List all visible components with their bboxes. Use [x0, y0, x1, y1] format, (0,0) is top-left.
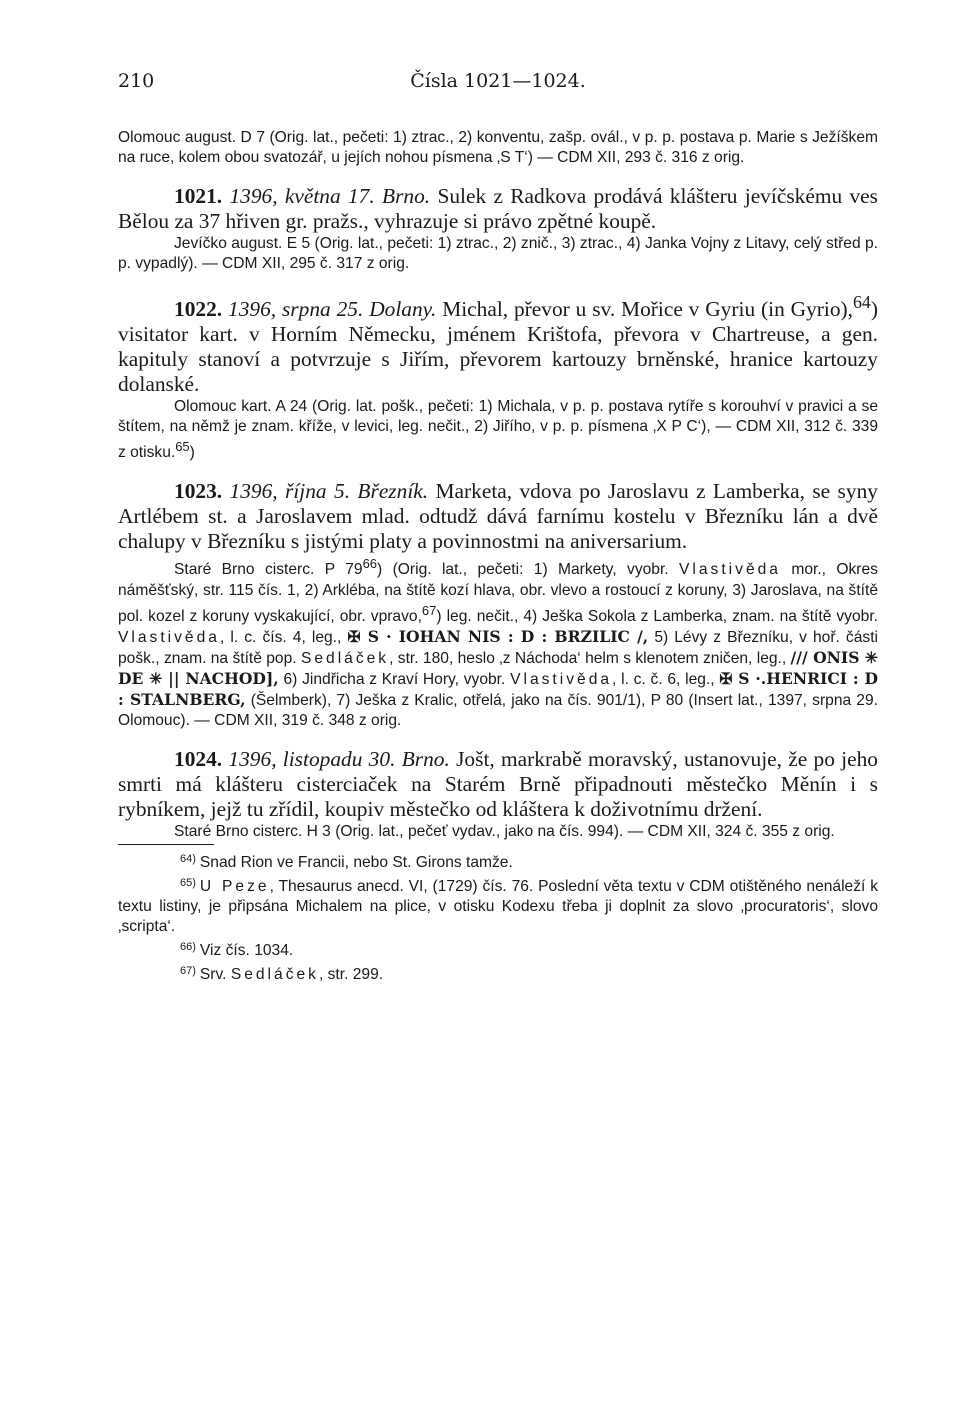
- entry-1024-note: Staré Brno cisterc. H 3 (Orig. lat., pečeť vydav., jako na čís. 994). — CDM XII, 324 č. 355 z orig.: [174, 822, 835, 840]
- footnote-65: [118, 873, 878, 937]
- note-text: Olomouc kart. A 24 (Orig. lat. pošk., pečeti: 1) Michala, v p. p. postava rytíře s korouhví v pravici a se štítem, na němž je znam. kříže, v levici, leg. nečit., 2) Jiřího, v p. p. písmena ‚X P C‘), — CDM XII, 312 č. 339 z otisku.: [118, 398, 878, 462]
- entry-text-cont: ) visitator kart. v Horním Německu, jménem Krištofa, převora v Chartreuse, a gen. kapituly stanoví a potvrzuje s Jiřím, převorem kartouzy brněnské, hranice kartouzy dolanské.: [118, 297, 878, 397]
- footnote-text: Snad Rion ve Francii, nebo St. Girons tamže.: [199, 853, 513, 871]
- note-part: , l. c. č. 6, leg.,: [612, 670, 715, 688]
- note-part: Staré Brno cisterc. P 79: [174, 561, 363, 579]
- footnote-mark: 66): [180, 940, 196, 953]
- entry-1021-note: Jevíčko august. E 5 (Orig. lat., pečeti: 1) ztrac., 2) znič., 3) ztrac., 4) Janka Vojny z Litavy, celý střed p. p. vypadlý). — CDM XII, 295 č. 317 z orig.: [118, 235, 878, 272]
- note-part: , l. c. čís. 4, leg.,: [219, 628, 342, 646]
- footnote-text: , str. 299.: [318, 965, 384, 983]
- entry-1024: [118, 747, 878, 822]
- note-text-end: ): [189, 444, 195, 462]
- note-part: ) (Orig. lat., pečeti: 1) Markety, vyobr.: [377, 561, 669, 579]
- running-header: [118, 70, 878, 104]
- page-number: 210: [118, 70, 155, 92]
- footnote-text: Viz čís. 1034.: [199, 941, 294, 959]
- entry-1022: [118, 290, 878, 397]
- entry-text: Marketa, vdova po Jaroslavu z Lamberka, se syny Artlébem st. a Jaroslavem mlad. odtudž dává farnímu kostelu v Březníku lán a dvě chalupy v Březníku s jistými platy a povinnostmi na aniversarium.: [118, 479, 878, 554]
- seal-legend: ✠ S · IOHAN NIS : D : BRZILIC /,: [347, 626, 649, 646]
- entry-1023-note: [118, 554, 878, 730]
- seal-legend: ✠ S ·.HENRICI : D : STALNBERG,: [118, 668, 878, 709]
- note-part: 5) Lévy z Březníku, v hoř. části pošk., znam. na štítě pop.: [118, 628, 878, 667]
- footnote-rule: [118, 844, 214, 845]
- entry-date: 1396, října 5.: [229, 479, 351, 504]
- entry-date: 1396, listopadu 30.: [228, 746, 396, 771]
- footnote-ref: 66: [362, 556, 378, 572]
- entry-place: Dolany.: [369, 297, 437, 322]
- running-title: Čísla 1021—1024.: [410, 70, 586, 92]
- source-vlastiveda: Vlastivěda: [679, 561, 781, 579]
- source-vlastiveda: Vlastivěda: [510, 670, 613, 688]
- note-part: (Šelmberk), 7) Ješka z Kralic, otřelá, jako na čís. 901/1), P 80 (Insert lat., 1397, srpna 29. Olomouc). — CDM XII, 319 č. 348 z orig.: [118, 691, 878, 729]
- note-part: 6) Jindřicha z Kraví Hory, vyobr.: [283, 670, 506, 688]
- entry-text: Michal, převor u sv. Mořice v Gyriu (in Gyrio),: [442, 297, 853, 322]
- source-sedlacek: Sedláček: [300, 649, 390, 667]
- entry-1021: [118, 184, 878, 234]
- intro-note: Olomouc august. D 7 (Orig. lat., pečeti: 1) ztrac., 2) konventu, zašp. ovál., v p. p. postava p. Marie s Ježíškem na ruce, kolem obou svatozář, u jejích nohou písmena ‚S T‘) — CDM XII, 293 č. 316 z orig.: [118, 129, 878, 166]
- footnote-text: , Thesaurus anecd. VI, (1729) čís. 76. Poslední věta textu v CDM otištěného nenáleží k textu listiny, je připsána Michalem na plice, v otisku Kodexu třeba ji doplnit za slovo ‚procuratoris‘, slovo ‚scripta‘.: [118, 877, 879, 935]
- entry-text: Sulek z Radkova prodává klášteru jevíčskému ves Bělou za 37 hřiven gr. pražs., vyhrazuje si právo zpětné koupě.: [118, 184, 878, 233]
- footnote-ref: 67: [421, 602, 437, 618]
- entry-place: Brno.: [401, 746, 450, 771]
- entry-1023: [118, 479, 878, 554]
- footnote-64: [118, 849, 878, 873]
- entry-place: Brno.: [382, 184, 431, 208]
- entry-number: 1023.: [174, 479, 223, 504]
- footnote-author: U Peze: [199, 877, 270, 895]
- entry-text: Jošt, markrabě moravský, ustanovuje, že po jeho smrti má klášteru cisterciaček na Starém Brně připadnouti městečko Měnín i s rybníkem, jejž tu zřídil, koupiv městečko od kláštera k doživotnímu držení.: [118, 746, 878, 821]
- entry-number: 1022.: [174, 297, 223, 322]
- entry-date: 1396, května 17.: [229, 184, 375, 208]
- page: [118, 70, 878, 985]
- footnote-author: Sedláček: [230, 965, 319, 983]
- footnote-mark: 65): [180, 876, 196, 889]
- note-part: mor., Okres náměšťský, str. 115 čís. 1, 2) Arkléba, na štítě kozí hlava, obr. vlevo a rostoucí z koruny, 3) Jaroslava, na štítě pol. kozel z koruny vyskakující, obr. vpravo,: [118, 561, 878, 625]
- entry-date: 1396, srpna 25.: [228, 297, 364, 322]
- footnote-ref: 65: [175, 439, 190, 455]
- footnote-mark: 64): [180, 852, 196, 865]
- seal-legend: /// ONIS ✳ DE ✳ || NACHOD],: [118, 647, 878, 688]
- entry-place: Březník.: [357, 479, 429, 504]
- footnote-66: [118, 937, 878, 961]
- footnote-pre: Srv.: [199, 965, 231, 983]
- entry-1022-note: [118, 397, 878, 463]
- entry-number: 1024.: [174, 746, 223, 771]
- note-part: ) leg. nečit., 4) Ješka Sokola z Lamberka, znam. na štítě vyobr.: [436, 607, 878, 625]
- note-part: , str. 180, heslo ‚z Náchoda‘ helm s klenotem zničen, leg.,: [389, 649, 787, 667]
- entry-number: 1021.: [174, 184, 223, 208]
- source-vlastiveda: Vlastivěda: [118, 628, 220, 646]
- footnote-67: [118, 961, 878, 985]
- footnote-ref: 64: [853, 292, 871, 312]
- footnote-mark: 67): [180, 964, 196, 977]
